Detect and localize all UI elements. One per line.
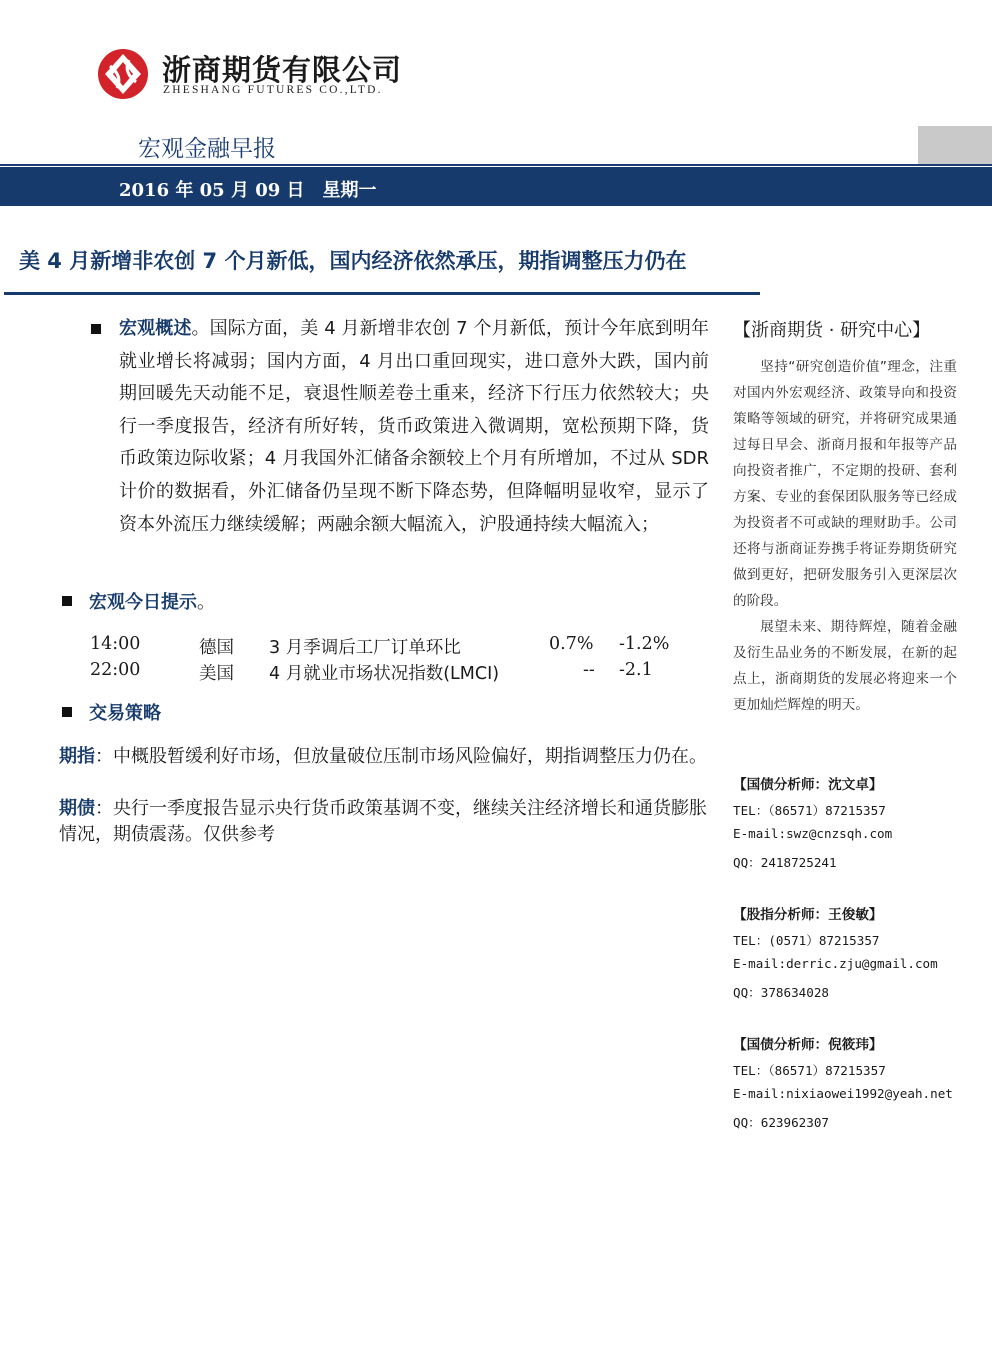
analyst-tel: TEL：（86571）87215357 xyxy=(733,1063,886,1078)
analyst-title: 【国债分析师：倪筱玮】 xyxy=(733,1037,883,1053)
calendar-row xyxy=(0,660,760,684)
calendar-row xyxy=(0,634,760,658)
report-date: 2016 年 05 月 09 日 星期一 xyxy=(119,180,377,201)
header-divider xyxy=(0,164,992,166)
analyst-qq: QQ：2418725241 xyxy=(733,855,837,870)
overview-paragraph xyxy=(119,313,709,541)
company-name-cn: 浙商期货有限公司 xyxy=(162,53,403,87)
calendar-forecast: -2.1 xyxy=(619,660,653,680)
calendar-country: 德国 xyxy=(199,638,234,658)
overview-label: 宏观概述 xyxy=(119,318,192,339)
strategy-text: ：中概股暂缓利好市场，但放量破位压制市场风险偏好，期指调整压力仍在。 xyxy=(95,746,707,767)
strategy-item-bond xyxy=(59,796,709,848)
headline: 美 4 月新增非农创 7 个月新低，国内经济依然承压，期指调整压力仍在 xyxy=(19,249,687,273)
analyst-qq: QQ：378634028 xyxy=(733,985,829,1000)
bullet-square-icon xyxy=(62,596,72,606)
calendar-event: 4 月就业市场状况指数(LMCI) xyxy=(269,664,500,684)
calendar-event: 3 月季调后工厂订单环比 xyxy=(269,638,461,658)
sidebar-outlook: 展望未来、期待辉煌，随着金融及衍生品业务的不断发展，在新的起点上，浙商期货的发展必将迎来一个更加灿烂辉煌的明天。 xyxy=(733,619,957,713)
headline-rule xyxy=(4,292,760,295)
header-grey-block xyxy=(918,126,992,164)
bullet-square-icon xyxy=(62,707,72,717)
strategy-item-index xyxy=(59,744,709,770)
strategy-text: ：央行一季度报告显示央行货币政策基调不变，继续关注经济增长和通货膨胀情况，期债震荡。仅供参考 xyxy=(59,798,707,845)
analyst-qq: QQ：623962307 xyxy=(733,1115,829,1130)
calendar-prior: 0.7% xyxy=(549,634,594,654)
analyst-tel: TEL：(0571）87215357 xyxy=(733,933,880,948)
strategy-label: 期债 xyxy=(59,798,95,819)
calendar-forecast: -1.2% xyxy=(619,634,670,654)
strategy-section-title: 交易策略 xyxy=(89,703,161,724)
calendar-time: 22:00 xyxy=(90,660,141,680)
analyst-email: E-mail:swz@cnzsqh.com xyxy=(733,826,893,841)
analyst-title: 【国债分析师：沈文卓】 xyxy=(733,777,883,793)
calendar-country: 美国 xyxy=(199,664,234,684)
company-logo-icon xyxy=(97,48,149,100)
analyst-email: E-mail:derric.zju@gmail.com xyxy=(733,956,938,971)
today-section-title: 宏观今日提示。 xyxy=(89,592,215,613)
analyst-title: 【股指分析师：王俊敏】 xyxy=(733,907,883,923)
calendar-prior: -- xyxy=(583,660,595,680)
company-name-en: ZHESHANG FUTURES CO.,LTD. xyxy=(163,84,383,96)
analyst-email: E-mail:nixiaowei1992@yeah.net xyxy=(733,1086,953,1101)
bullet-square-icon xyxy=(91,324,101,334)
calendar-time: 14:00 xyxy=(90,634,141,654)
analyst-tel: TEL：（86571）87215357 xyxy=(733,803,886,818)
strategy-label: 期指 xyxy=(59,746,95,767)
sidebar-intro: 坚持“研究创造价值”理念，注重对国内外宏观经济、政策导向和投资策略等领域的研究，并将研究成果通过每日早会、浙商月报和年报等产品向投资者推广，不定期的投研、套利方案、专业的套保团队服务等已经成为投资者不可或缺的理财助手。公司还将与浙商证券携手将证券期货研究做到更好，把研发服务引入更深层次的阶段。 xyxy=(733,359,957,609)
report-type: 宏观金融早报 xyxy=(138,136,276,162)
overview-text: 。国际方面，美 4 月新增非农创 7 个月新低，预计今年底到明年就业增长将减弱；国内方面，4 月出口重回现实，进口意外大跌，国内前期回暖先天动能不足，衰退性顺差卷土重来，经济下行压力依然较大；央行一季度报告，经济有所好转，货币政策进入微调期，宽松预期下降，货币政策边际收紧；4 月我国外汇储备余额较上个月有所增加，不过从 SDR 计价的数据看，外汇储备仍呈现不断下降态势，但降幅明显收窄，显示了资本外流压力继续缓解；两融余额大幅流入，沪股通持续大幅流入； xyxy=(119,318,709,535)
sidebar-title: 【浙商期货 · 研究中心】 xyxy=(733,320,931,341)
